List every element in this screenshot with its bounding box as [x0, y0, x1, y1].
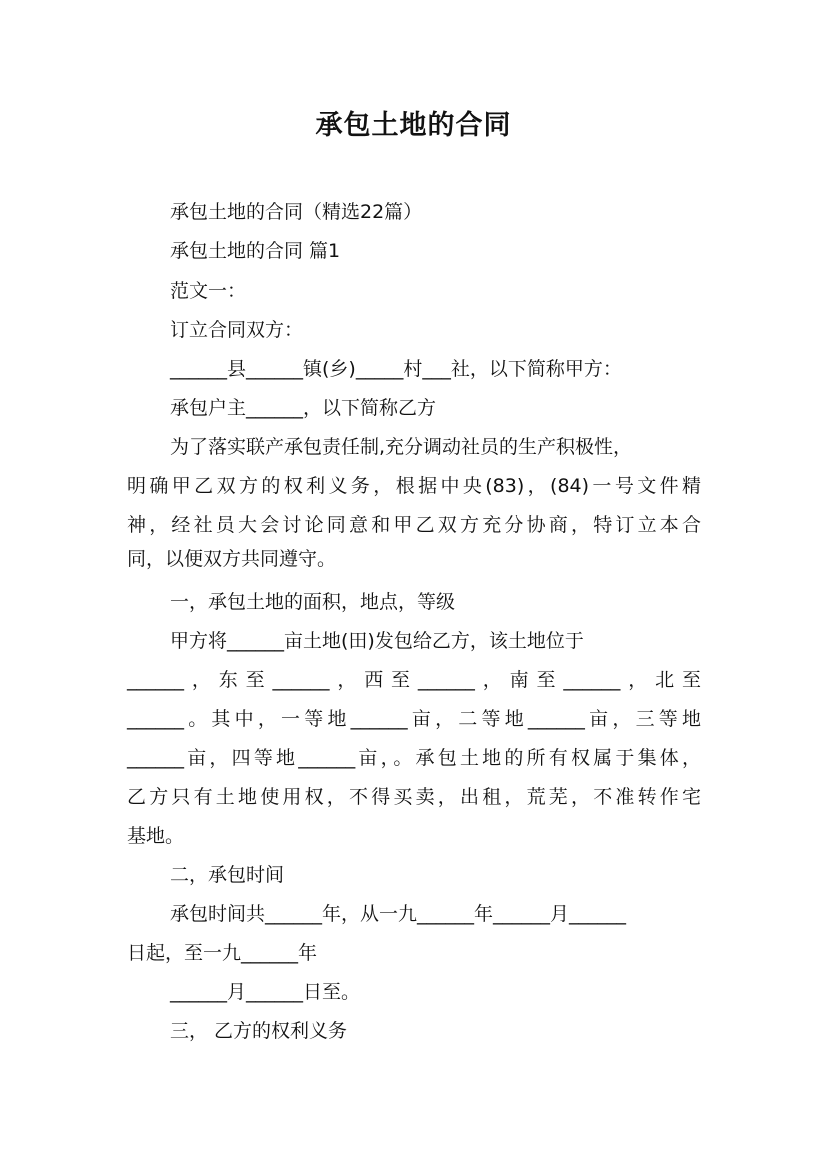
body-line: ______亩，四等地______亩，。承包土地的所有权属于集体，	[127, 747, 701, 769]
clause-heading-line: 三， 乙方的权利义务	[170, 1020, 348, 1042]
body-line: 同，以便双方共同遵守。	[127, 548, 337, 570]
body-line: 基地。	[127, 825, 185, 847]
clause-heading-line: 一，承包土地的面积，地点，等级	[170, 591, 456, 613]
body-line: 甲方将______亩土地(田)发包给乙方，该土地位于	[170, 630, 584, 652]
body-line: 乙方只有土地使用权，不得买卖，出租，荒芜，不准转作宅	[127, 786, 701, 808]
body-line: 神，经社员大会讨论同意和甲乙双方充分协商，特订立本合	[127, 514, 701, 536]
section-heading-line: 承包土地的合同 篇1	[170, 240, 341, 262]
body-line: ______，东至______，西至______，南至______，北至	[127, 669, 701, 691]
body-line: 明确甲乙双方的权利义务，根据中央(83)，(84)一号文件精	[127, 475, 701, 497]
clause-heading-line: 二，承包时间	[170, 864, 285, 886]
document-title: 承包土地的合同	[315, 110, 512, 141]
parties-label-line: 订立合同双方：	[170, 319, 304, 341]
sample-label-line: 范文一：	[170, 280, 247, 302]
party-b-line: 承包户主______，以下简称乙方	[170, 397, 437, 419]
body-line: ______月______日至。	[170, 981, 361, 1003]
body-line: 承包时间共______年，从一九______年______月______	[170, 903, 627, 925]
body-line: 日起，至一九______年	[127, 942, 318, 964]
body-line: 为了落实联产承包责任制,充分调动社员的生产积极性，	[170, 436, 633, 458]
body-line: ______。其中，一等地______亩，二等地______亩，三等地	[127, 708, 701, 730]
subtitle-line: 承包土地的合同（精选22篇）	[170, 201, 423, 223]
party-a-line: ______县______镇(乡)_____村___社，以下简称甲方：	[170, 358, 622, 380]
